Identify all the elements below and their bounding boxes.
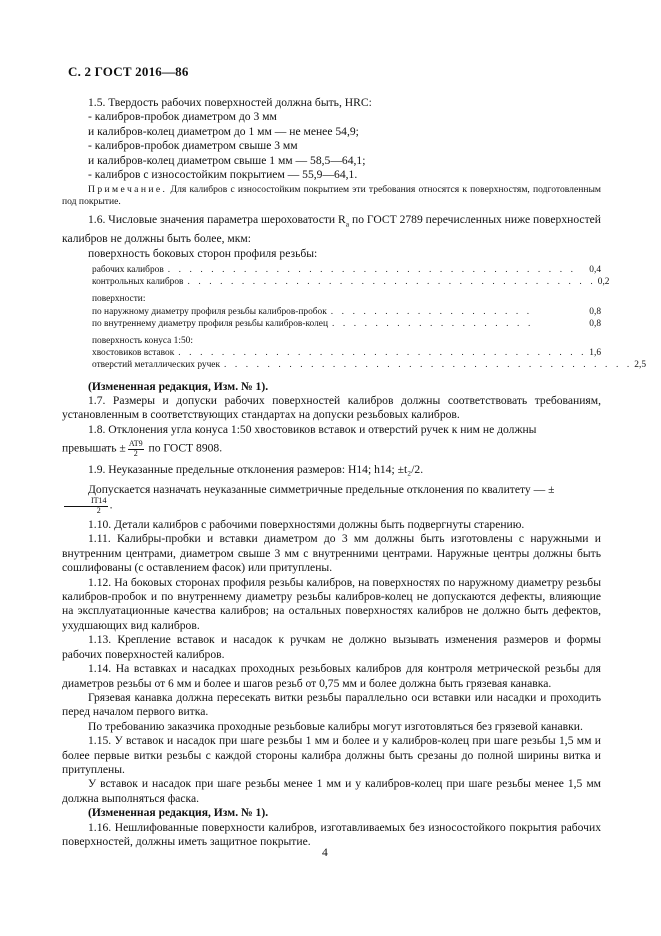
clause-1-14-groove: Грязевая канавка должна пересекать витки резьбы параллельно оси вставки или насадки и проходить перед началом первого витка.	[62, 690, 601, 719]
roughness-label: контрольных калибров	[92, 277, 184, 288]
roughness-row	[62, 306, 601, 318]
document-body	[62, 96, 646, 849]
clause-1-14-customer: По требованию заказчика проходные резьбовые калибры могут изготовляться без грязевой канавки.	[88, 719, 583, 733]
roughness-group-3-title: поверхность конуса 1:50:	[92, 335, 193, 346]
clause-1-9-tolerance	[62, 483, 601, 515]
clause-1-5-title: 1.5. Твердость рабочих поверхностей должна быть, HRC:	[88, 96, 372, 109]
leader-dots: . . . . . . . . . . . . . . . . . . .	[331, 318, 534, 329]
roughness-label: хвостовиков вставок	[92, 348, 175, 359]
leader-dots: . . . . . . . . . . . . . . . . . . . . . . . . . . . . . . . . . . . . . .	[167, 264, 577, 275]
fraction-it14	[64, 497, 108, 515]
clause-1-16: 1.16. Нешлифованные поверхности калибров, изготавливаемых без износостойкого покрытия рабочих поверхностей, должны иметь защитное покрытие.	[62, 820, 601, 848]
roughness-row	[62, 318, 601, 330]
fraction-numerator: AT9	[128, 439, 143, 449]
roughness-row	[62, 276, 610, 288]
roughness-row	[62, 347, 601, 359]
roughness-label: рабочих калибров	[92, 264, 164, 275]
roughness-label: по наружному диаметру профиля резьбы калибров-пробок	[92, 306, 327, 317]
leader-dots: . . . . . . . . . . . . . . . . . . .	[330, 306, 533, 317]
roughness-row	[62, 359, 646, 371]
roughness-value: 0,2	[597, 277, 610, 288]
clause-1-10: 1.10. Детали калибров с рабочими поверхностями должны быть подвергнуты старению.	[88, 518, 525, 532]
clause-1-11: 1.11. Калибры-пробки и вставки диаметром до 3 мм должны быть изготовлены с наружными и внутренним центрами, диаметром свыше 3 мм с внутренними центрами. Наружные центры должны быть сошлифованы (с оставлением фасок) или притуплены.	[62, 532, 601, 575]
roughness-value: 2,5	[634, 360, 646, 371]
clause-1-9: 1.9. Неуказанные предельные отклонения размеров: H14; h14; ±t₂/2.	[88, 463, 424, 477]
roughness-label: отверстий металлических ручек	[92, 360, 220, 371]
roughness-value: 0,8	[589, 306, 601, 317]
clause-1-13: 1.13. Крепление вставок и насадок к ручкам не должно вызывать изменения размеров и формы рабочих поверхностей калибров.	[62, 633, 601, 661]
clause-1-15-chamfer: У вставок и насадок при шаге резьбы менее 1 мм и у калибров-колец при шаге резьбы менее 1,5 мм должна выполняться фаска.	[62, 777, 601, 805]
clause-1-6-text-b: по ГОСТ 2789 перечисленных ниже поверхностей калибров не должны быть более, мкм:	[62, 213, 601, 246]
roughness-group-2-title: поверхности:	[92, 294, 146, 305]
roughness-label: по внутреннему диаметру профиля резьбы калибров-колец	[92, 318, 328, 329]
clause-1-5-line-2: и калибров-колец диаметром до 1 мм — не менее 54,9;	[88, 124, 359, 138]
clause-1-5-line-5: - калибров с износостойким покрытием — 55,9—64,1.	[88, 168, 358, 182]
leader-dots: . . . . . . . . . . . . . . . . . . . . . . . . . . . . . . . . . . . . . .	[224, 360, 633, 371]
clause-1-7: 1.7. Размеры и допуски рабочих поверхностей калибров должны соответствовать требованиям, установленным в соответствующих стандартах на допуски резьбовых калибров.	[62, 394, 601, 422]
page-number: 4	[322, 846, 328, 859]
roughness-value: 0,8	[589, 318, 601, 329]
roughness-row	[62, 264, 601, 276]
roughness-group-1-title: поверхность боковых сторон профиля резьбы:	[88, 246, 318, 260]
clause-1-5-line-4: и калибров-колец диаметром свыше 1 мм — 58,5—64,1;	[88, 153, 366, 167]
fraction-numerator: IT14	[64, 497, 108, 507]
clause-1-15: 1.15. У вставок и насадок при шаге резьбы 1 мм и более и у калибров-колец при шаге резьбы 1,5 мм и более первые витки резьбы с каждой стороны калибра должны быть срезаны до полной ширины витка и притуплены.	[62, 734, 601, 776]
roughness-group-3	[62, 335, 646, 372]
clause-1-5-line-1: - калибров-пробок диаметром до 3 мм	[88, 110, 277, 124]
roughness-value: 0,4	[589, 264, 601, 275]
clause-1-6-subscript: a	[345, 219, 350, 229]
roughness-value: 1,6	[589, 348, 601, 359]
clause-1-5-line-3: - калибров-пробок диаметром свыше 3 мм	[88, 139, 298, 153]
roughness-group-2	[62, 293, 601, 330]
clause-1-14: 1.14. На вставках и насадках проходных резьбовых калибров для контроля метрической резьбы для диаметров резьбы от 6 мм и более и шагов резьб от 0,75 мм и более должна быть грязевая канавка.	[62, 662, 601, 690]
clause-1-6	[62, 213, 601, 246]
roughness-group-1	[62, 264, 610, 288]
clause-1-6-text-a: 1.6. Числовые значения параметра шероховатости R	[88, 213, 346, 227]
leader-dots: . . . . . . . . . . . . . . . . . . . . . . . . . . . . . . . . . . . . . .	[178, 348, 587, 359]
tolerance-suffix: .	[109, 498, 113, 512]
fraction-denominator: 2	[96, 505, 101, 515]
clause-1-5-note	[62, 184, 601, 208]
note-text: Для калибров с износостойким покрытием эти требования относятся к поверхностям, подготовленным под покрытие.	[62, 184, 601, 208]
clause-1-8-suffix: по ГОСТ 8908.	[148, 441, 223, 455]
clause-1-8-line-1: 1.8. Отклонения угла конуса 1:50 хвостовиков вставок и отверстий ручек к ним не должны	[88, 422, 537, 436]
clause-1-8-prefix: превышать ±	[62, 441, 126, 455]
tolerance-prefix: Допускается назначать неуказанные симметричные предельные отклонения по квалитету — ±	[88, 482, 555, 496]
fraction-at9	[128, 440, 144, 458]
page-header: С. 2 ГОСТ 2016—86	[68, 64, 189, 79]
edit-note-1: (Измененная редакция, Изм. № 1).	[88, 379, 269, 393]
edit-note-2: (Измененная редакция, Изм. № 1).	[88, 806, 269, 820]
clause-1-12: 1.12. На боковых сторонах профиля резьбы калибров, на поверхностях по наружному диаметру резьбы калибров-пробок и по внутреннему диаметру резьбы калибров-колец не допускаются дефекты, влияющие на эксплуатационные качества калибров; на остальных поверхностях калибров не должно быть дефектов, ухудшающих вид калибров.	[62, 575, 601, 632]
clause-1-8-line-2	[62, 440, 601, 458]
note-label: Примечание.	[88, 184, 168, 196]
leader-dots: . . . . . . . . . . . . . . . . . . . . . . . . . . . . . . . . . . . . . .	[187, 277, 596, 288]
fraction-denominator: 2	[133, 448, 138, 458]
